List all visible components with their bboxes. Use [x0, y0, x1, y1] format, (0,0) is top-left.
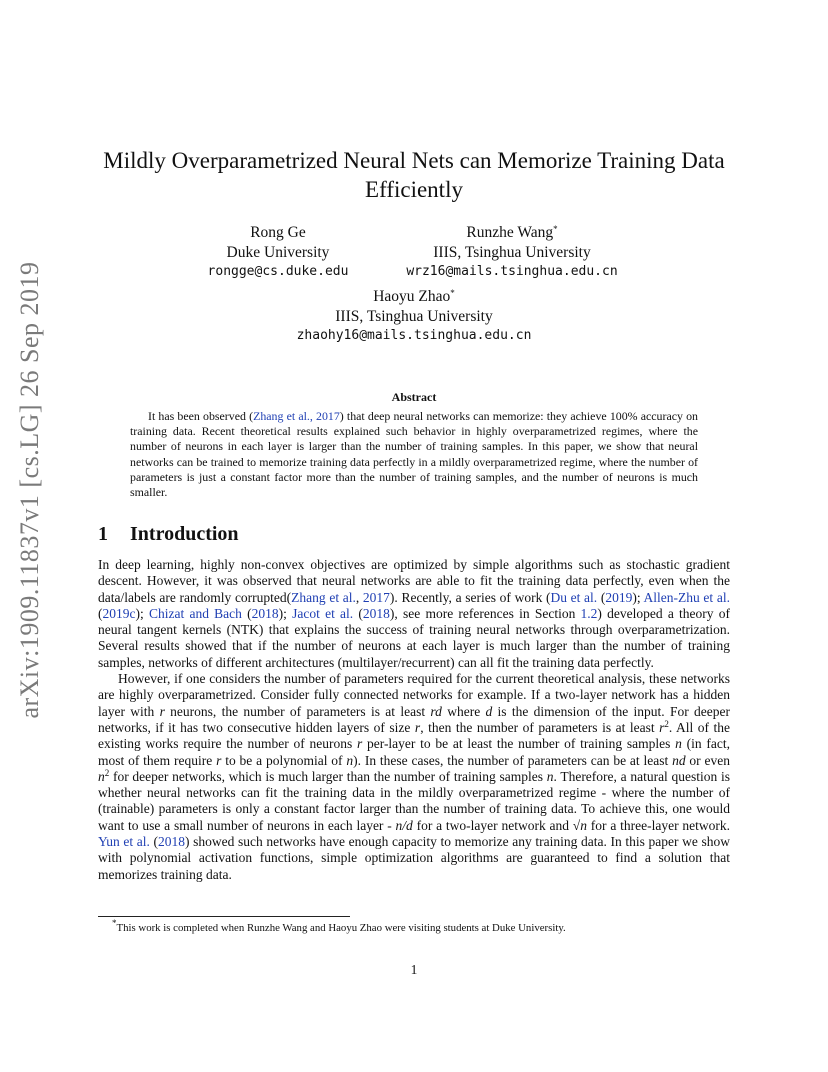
- math: n: [98, 768, 105, 784]
- citation-link[interactable]: 2018: [251, 605, 279, 621]
- math: n/d: [395, 817, 413, 833]
- citation-link[interactable]: Jacot et al.: [292, 605, 354, 621]
- text: However, if one considers the number of parameters required for the current theoretical analysis, these networks are highly overparametrized. Consider fully connected networks for example. If a two-layer network has a hidden layer with: [98, 671, 730, 719]
- author-block-1: [186, 223, 370, 282]
- citation-link[interactable]: Zhang et al., 2017: [253, 409, 340, 423]
- page-number: 1: [410, 962, 418, 977]
- footnote-rule: [98, 916, 350, 917]
- text: ). Recently, a series of work (: [389, 589, 551, 605]
- text: ) showed such networks have enough capacity to memorize any training data. In this paper we show with polynomial activation functions, simple optimization algorithms are guaranteed to find a solution that memorizes training data.: [98, 834, 730, 882]
- citation-link[interactable]: Zhang et al.: [291, 589, 356, 605]
- math: r: [216, 752, 222, 768]
- section-title: Introduction: [130, 523, 239, 545]
- text: where: [441, 703, 486, 719]
- text: (: [353, 605, 363, 621]
- math-exponent: 2: [664, 718, 669, 729]
- citation-link[interactable]: 2019: [605, 589, 633, 605]
- math: r: [414, 719, 421, 735]
- math: n: [675, 736, 682, 752]
- text: ,: [355, 589, 363, 605]
- text: . All of the existing works require the number of neurons: [98, 719, 731, 752]
- text: ), see more references in Section: [389, 605, 581, 621]
- math-exponent: 2: [104, 767, 110, 778]
- math: d: [485, 703, 493, 719]
- math: rd: [430, 703, 442, 719]
- math: nd: [672, 752, 686, 768]
- text: or even: [685, 752, 730, 768]
- abstract-text: It has been observed (: [148, 409, 254, 423]
- paragraph: [98, 671, 730, 883]
- math: r: [159, 703, 165, 719]
- author-name: Rong Ge: [250, 224, 306, 241]
- text: per-layer to be at least the number of training samples: [362, 736, 676, 752]
- math: n: [546, 768, 554, 784]
- author-affiliation: IIIS, Tsinghua University: [335, 307, 493, 325]
- citation-link[interactable]: 2019c: [102, 605, 136, 621]
- arxiv-sidebar-stamp: [4, 261, 56, 719]
- author-name: Runzhe Wang: [466, 224, 554, 241]
- text: );: [278, 605, 293, 621]
- math: r: [356, 736, 363, 752]
- text: (: [241, 605, 252, 621]
- section-heading: [98, 523, 730, 546]
- author-email[interactable]: zhaohy16@mails.tsinghua.edu.cn: [296, 328, 532, 343]
- text: (: [149, 834, 158, 850]
- section-reference-link[interactable]: 1.2: [580, 605, 598, 621]
- citation-link[interactable]: 2018: [362, 605, 390, 621]
- arxiv-identifier: arXiv:1909.11837v1 [cs.LG] 26 Sep 2019: [15, 261, 44, 719]
- text: for a two-layer network and: [412, 817, 573, 833]
- math: √n: [572, 817, 587, 833]
- math: n: [346, 752, 354, 768]
- abstract-heading: Abstract: [391, 390, 437, 404]
- text: for a three-layer network.: [586, 817, 730, 833]
- text: to be a polynomial of: [221, 752, 347, 768]
- author-footnote-mark[interactable]: *: [450, 288, 455, 298]
- author-email[interactable]: wrz16@mails.tsinghua.edu.cn: [406, 264, 618, 279]
- text: neurons, the number of parameters is at least: [164, 703, 431, 719]
- text: ). In these cases, the number of parameters can be at least: [353, 752, 673, 768]
- text: , then the number of parameters is at least: [420, 719, 660, 735]
- section-number: 1: [98, 523, 108, 545]
- citation-link[interactable]: Allen-Zhu et al.: [643, 589, 730, 605]
- citation-link[interactable]: Du et al.: [550, 589, 598, 605]
- text: (: [98, 605, 103, 621]
- footnote-text: This work is completed when Runzhe Wang and Haoyu Zhao were visiting students at Duke University.: [116, 922, 566, 934]
- author-footnote-mark[interactable]: *: [553, 224, 558, 234]
- citation-link[interactable]: 2017: [362, 589, 390, 605]
- introduction-body: [98, 557, 730, 883]
- text: . Therefore, a natural question is whether neural networks can fit the training data in the mildly overparametrized regime - where the number of (trainable) parameters is only a constant factor larger than the number of training data. To achieve this, one would want to use a small number of neurons in each layer -: [98, 768, 730, 833]
- paragraph: [98, 557, 730, 671]
- abstract-body: [130, 409, 698, 500]
- text: is the dimension of the input. For deeper networks, if it has two consecutive hidden layers of size: [98, 703, 731, 735]
- author-block-2: [384, 223, 640, 282]
- author-block-3: [270, 287, 558, 346]
- citation-link[interactable]: 2018: [158, 834, 185, 850]
- footnote-mark: *: [112, 918, 117, 928]
- text: ) developed a theory of neural tangent kernels (NTK) that explains the success of training neural networks through overparametrization. Several results showed that if the number of neurons at each layer is much larger than the number of training samples, networks of different architectures (multilayer/recurrent) can all fit the training data perfectly.: [98, 605, 731, 670]
- text: );: [632, 589, 644, 605]
- author-name: Haoyu Zhao: [373, 288, 451, 305]
- text: (: [597, 589, 606, 605]
- text: for deeper networks, which is much larger than the number of training samples: [109, 768, 547, 784]
- footnote: [112, 918, 712, 935]
- text: In deep learning, highly non-convex objectives are optimized by simple algorithms such as stochastic gradient descent. However, it was observed that neural networks are able to fit the training data perfectly, even when the data/labels are randomly corrupted(: [98, 557, 730, 605]
- paper-title: Mildly Overparametrized Neural Nets can Memorize Training Data Efficiently: [103, 148, 725, 202]
- abstract-text: ) that deep neural networks can memorize: they achieve 100% accuracy on training data. Recent theoretical results explained such behavior in highly overparametrized regimes, where the number of neurons in each layer is larger than the number of training samples. In this paper, we show that neural networks can be trained to memorize training data perfectly in a mildly overparametrized regime, where the number of parameters is just a constant factor more than the number of training samples, and the number of neurons is much smaller.: [130, 409, 698, 500]
- author-email[interactable]: rongge@cs.duke.edu: [207, 264, 349, 279]
- text: );: [135, 605, 149, 621]
- author-affiliation: IIIS, Tsinghua University: [433, 243, 591, 261]
- text: (in fact, most of them require: [98, 736, 730, 768]
- author-affiliation: Duke University: [226, 243, 330, 261]
- math: r: [659, 719, 665, 735]
- citation-link[interactable]: Chizat and Bach: [148, 605, 242, 621]
- citation-link[interactable]: Yun et al.: [98, 834, 150, 850]
